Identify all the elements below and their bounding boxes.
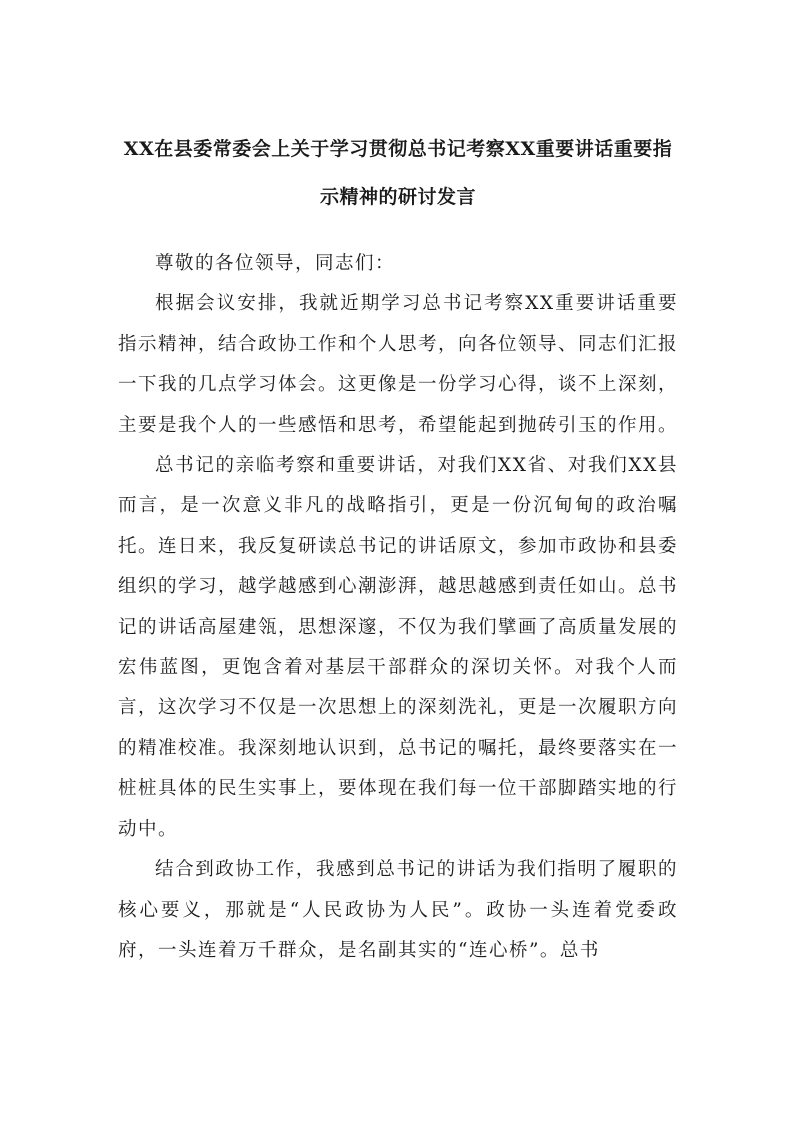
document-body	[118, 244, 678, 971]
paragraph: 根据会议安排，我就近期学习总书记考察XX重要讲话重要指示精神，结合政协工作和个人思考，向各位领导、同志们汇报一下我的几点学习体会。这更像是一份学习心得，谈不上深刻，主要是我个人的一些感悟和思考，希望能起到抛砖引玉的作用。	[118, 293, 679, 436]
paragraph: 结合到政协工作，我感到总书记的讲话为我们指明了履职的核心要义，那就是“人民政协为人民”。政协一头连着党委政府，一头连着万千群众，是名副其实的“连心桥”。总书	[118, 859, 678, 961]
salutation: 尊敬的各位领导，同志们：	[155, 253, 396, 274]
document-title: XX在县委常委会上关于学习贯彻总书记考察XX重要讲话重要指示精神的研讨发言	[123, 138, 673, 208]
paragraph: 总书记的亲临考察和重要讲话，对我们XX省、对我们XX县而言，是一次意义非凡的战略指引，更是一份沉甸甸的政治嘱托。连日来，我反复研读总书记的讲话原文，参加市政协和县委组织的学习，越学越感到心潮澎湃，越思越感到责任如山。总书记的讲话高屋建瓴，思想深邃，不仅为我们擘画了高质量发展的宏伟蓝图，更饱含着对基层干部群众的深切关怀。对我个人而言，这次学习不仅是一次思想上的深刻洗礼，更是一次履职方向的精准校准。我深刻地认识到，总书记的嘱托，最终要落实在一桩桩具体的民生实事上，要体现在我们每一位干部脚踏实地的行动中。	[118, 455, 679, 840]
